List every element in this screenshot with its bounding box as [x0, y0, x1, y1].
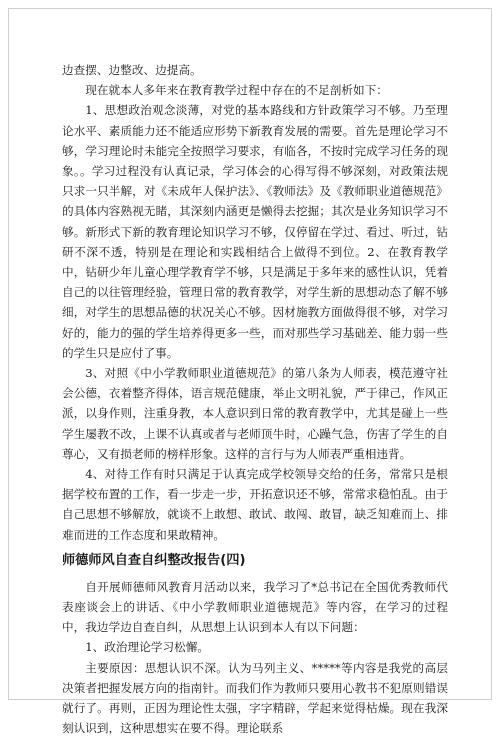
paragraph-continuation: 边查摆、边整改、边提高。	[62, 63, 202, 77]
paragraph-problem-1: 1、政治理论学习松懈。	[85, 640, 210, 655]
paragraph-item-4: 4、对待工作有时只满足于认真完成学校领导交给的任务，常常只是根据学校布置的工作，看一步走一步，开拓意识还不够，常常求稳怕乱。由于自己思想不够解放，就谈不上敢想、敢试、敢闯、敢冒，缺乏知难而上、排难而进的工作态度和果敢精神。	[62, 467, 448, 542]
document-body	[62, 60, 448, 739]
paragraph-intro: 现在就本人多年来在教育教学过程中存在的不足剖析如下：	[85, 83, 388, 98]
paragraph-item-1-2: 1、思想政治观念淡薄，对党的基本路线和方针政策学习不够。乃至理论水平、素质能力还不能适应形势下新教育发展的需要。首先是理论学习不够，学习理论时未能完全按照学习要求，有临各，不按时完成学习任务的现象。。学习过程没有认真记录，学习体会的心得写得不够深刻，对政策法规只求一只半解，对《未成年人保护法》、《教师法》及《教师职业道德规范》的具体内容熟视无睹，其深刻内涵更是懒得去挖掘；其次是业务知识学习不够。新形式下新的教育理论知识学习不够，仅停留在学过、看过、听过，钻研不深不透，特别是在理论和实践相结合上做得不到位。2、在教育教学中，钻研少年儿童心理学教育学不够，只是满足于多年来的感性认识，凭着自己的以往管理经验，管理日常的教育教学，对学生新的思想动态了解不够细，对学生的思想品德的状况关心不够。因材施教方面做得很不够，对学习好的，能力的强的学生培养得更多一些，而对那些学习基础差、能力弱一些的学生只是应付了事。	[62, 103, 448, 360]
section-heading: 师德师风自查自纠整改报告(四)	[62, 552, 246, 568]
paragraph-report-intro: 自开展师德师风教育月活动以来，我学习了*总书记在全国优秀教师代表座谈会上的讲话、《中小学教师职业道德规范》等内容，在学习的过程中，我边学边自查自纠，从思想上认识到本人有以下问题：	[62, 579, 448, 635]
paragraph-item-3: 3、对照《中小学教师职业道德规范》的第八条为人师表，模范遵守社会公德，衣着整齐得体，语言规范健康，举止文明礼貌，严于律己，作风正派，以身作则，注重身教，本人意识到日常的教育教学中，尤其是碰上一些学生屡教不改，上课不认真或者与老师顶牛时，心躁气急，伤害了学生的自尊心，又有损老师的榜样形象。这样的言行与为人师表严重相违背。	[62, 366, 448, 461]
paragraph-cause: 主要原因：思想认识不深。认为马列主义、*****等内容是我党的高层决策者把握发展方向的指南针。而我们作为教师只要用心教书不犯原则错误就行了。再则，正因为理论性太强，字字精辟，学起来觉得枯燥。现在我深刻认识到，这种思想实在要不得。理论联系	[62, 660, 448, 736]
